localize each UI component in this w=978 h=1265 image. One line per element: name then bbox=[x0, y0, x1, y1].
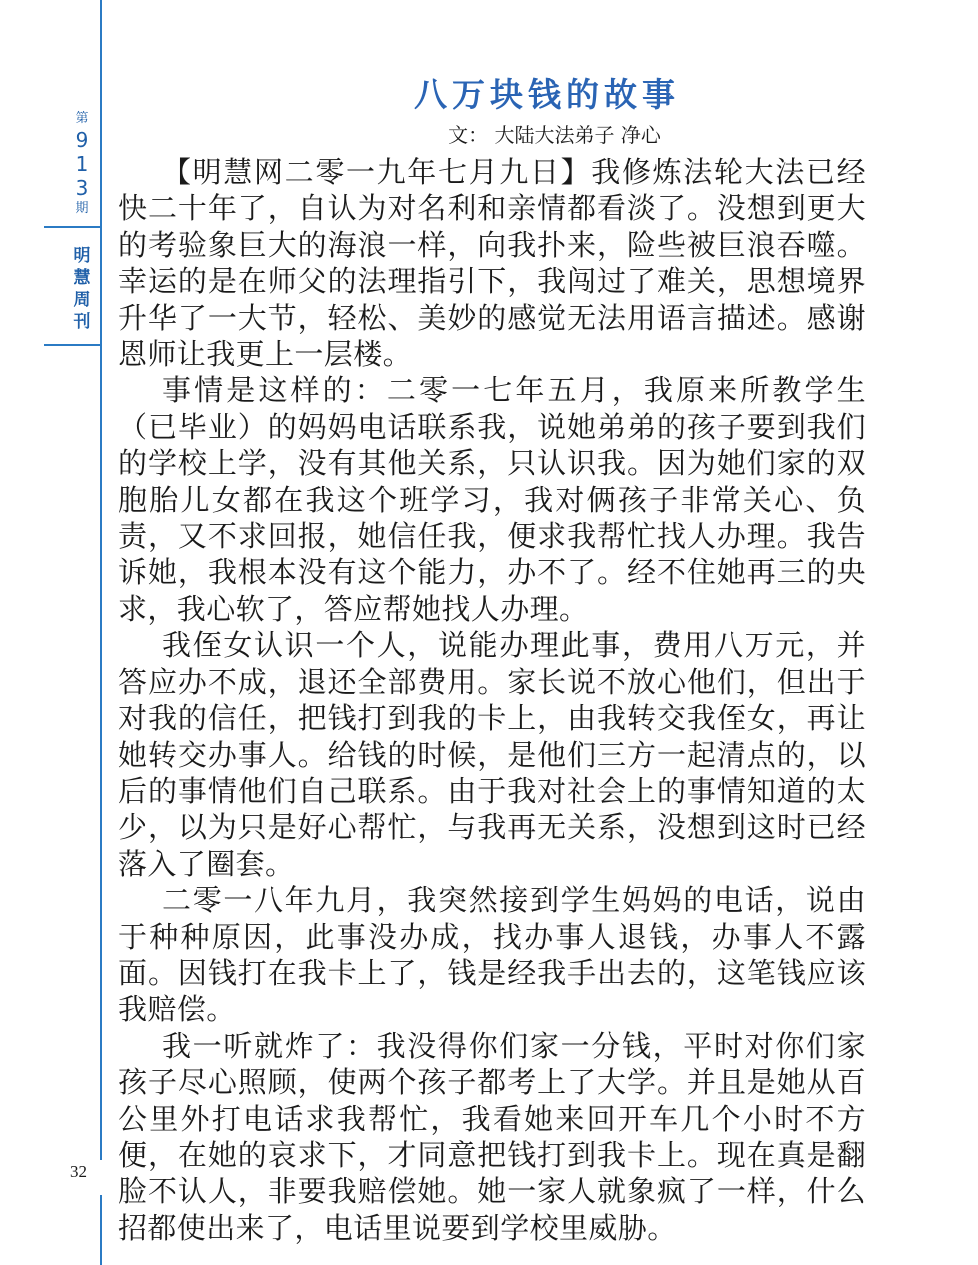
issue-number bbox=[62, 110, 102, 218]
sidebar-divider-line-lower bbox=[100, 1195, 102, 1265]
sidebar-separator bbox=[44, 226, 102, 228]
article-paragraph: 【明慧网二零一九年七月九日】我修炼法轮大法已经快二十年了，自认为对名利和亲情都看淡了。没想到更大的考验象巨大的海浪一样，向我扑来，险些被巨浪吞噬。幸运的是在师父的法理指引下，我闯过了难关，思想境界升华了一大节，轻松、美妙的感觉无法用语言描述。感谢恩师让我更上一层楼。 bbox=[118, 155, 866, 372]
magazine-char: 慧 bbox=[73, 268, 91, 288]
issue-suffix: 期 bbox=[75, 201, 89, 216]
issue-prefix: 第 bbox=[75, 111, 89, 126]
issue-digit: 3 bbox=[75, 176, 89, 200]
article-paragraph: 事情是这样的：二零一七年五月，我原来所教学生（已毕业）的妈妈电话联系我，说她弟弟的孩子要到我们的学校上学，没有其他关系，只认识我。因为她们家的双胞胎儿女都在我这个班学习，我对俩孩子非常关心、负责，又不求回报，她信任我，便求我帮忙找人办理。我告诉她，我根本没有这个能力，办不了。经不住她再三的央求，我心软了，答应帮她找人办理。 bbox=[118, 373, 866, 626]
magazine-char: 刊 bbox=[73, 312, 91, 332]
article-title: 八万块钱的故事 bbox=[414, 75, 680, 114]
article bbox=[118, 70, 866, 1246]
sidebar bbox=[0, 0, 102, 1265]
article-paragraph: 我一听就炸了：我没得你们家一分钱，平时对你们家孩子尽心照顾，使两个孩子都考上了大学。并且是她从百公里外打电话求我帮忙，我看她来回开车几个小时不方便，在她的哀求下，才同意把钱打到我卡上。现在真是翻脸不认人，非要我赔偿她。她一家人就象疯了一样，什么招都使出来了，电话里说要到学校里威胁。 bbox=[118, 1028, 866, 1245]
magazine-name bbox=[64, 245, 100, 333]
issue-digit: 9 bbox=[75, 128, 89, 152]
magazine-char: 周 bbox=[73, 290, 91, 310]
magazine-char: 明 bbox=[73, 246, 91, 266]
article-paragraph: 我侄女认识一个人，说能办理此事，费用八万元，并答应办不成，退还全部费用。家长说不放心他们，但出于对我的信任，把钱打到我的卡上，由我转交我侄女，再让她转交办事人。给钱的时候，是他们三方一起清点的，以后的事情他们自己联系。由于我对社会上的事情知道的太少，以为只是好心帮忙，与我再无关系，没想到这时已经落入了圈套。 bbox=[118, 628, 866, 881]
issue-digit: 1 bbox=[75, 152, 89, 176]
sidebar-separator bbox=[44, 344, 102, 346]
article-byline: 文： 大陆大法弟子 净心 bbox=[448, 123, 661, 147]
article-paragraph: 二零一八年九月，我突然接到学生妈妈的电话，说由于种种原因，此事没办成，找办事人退钱，办事人不露面。因钱打在我卡上了，钱是经我手出去的，这笔钱应该我赔偿。 bbox=[118, 883, 866, 1027]
page-number: 32 bbox=[70, 1162, 87, 1181]
